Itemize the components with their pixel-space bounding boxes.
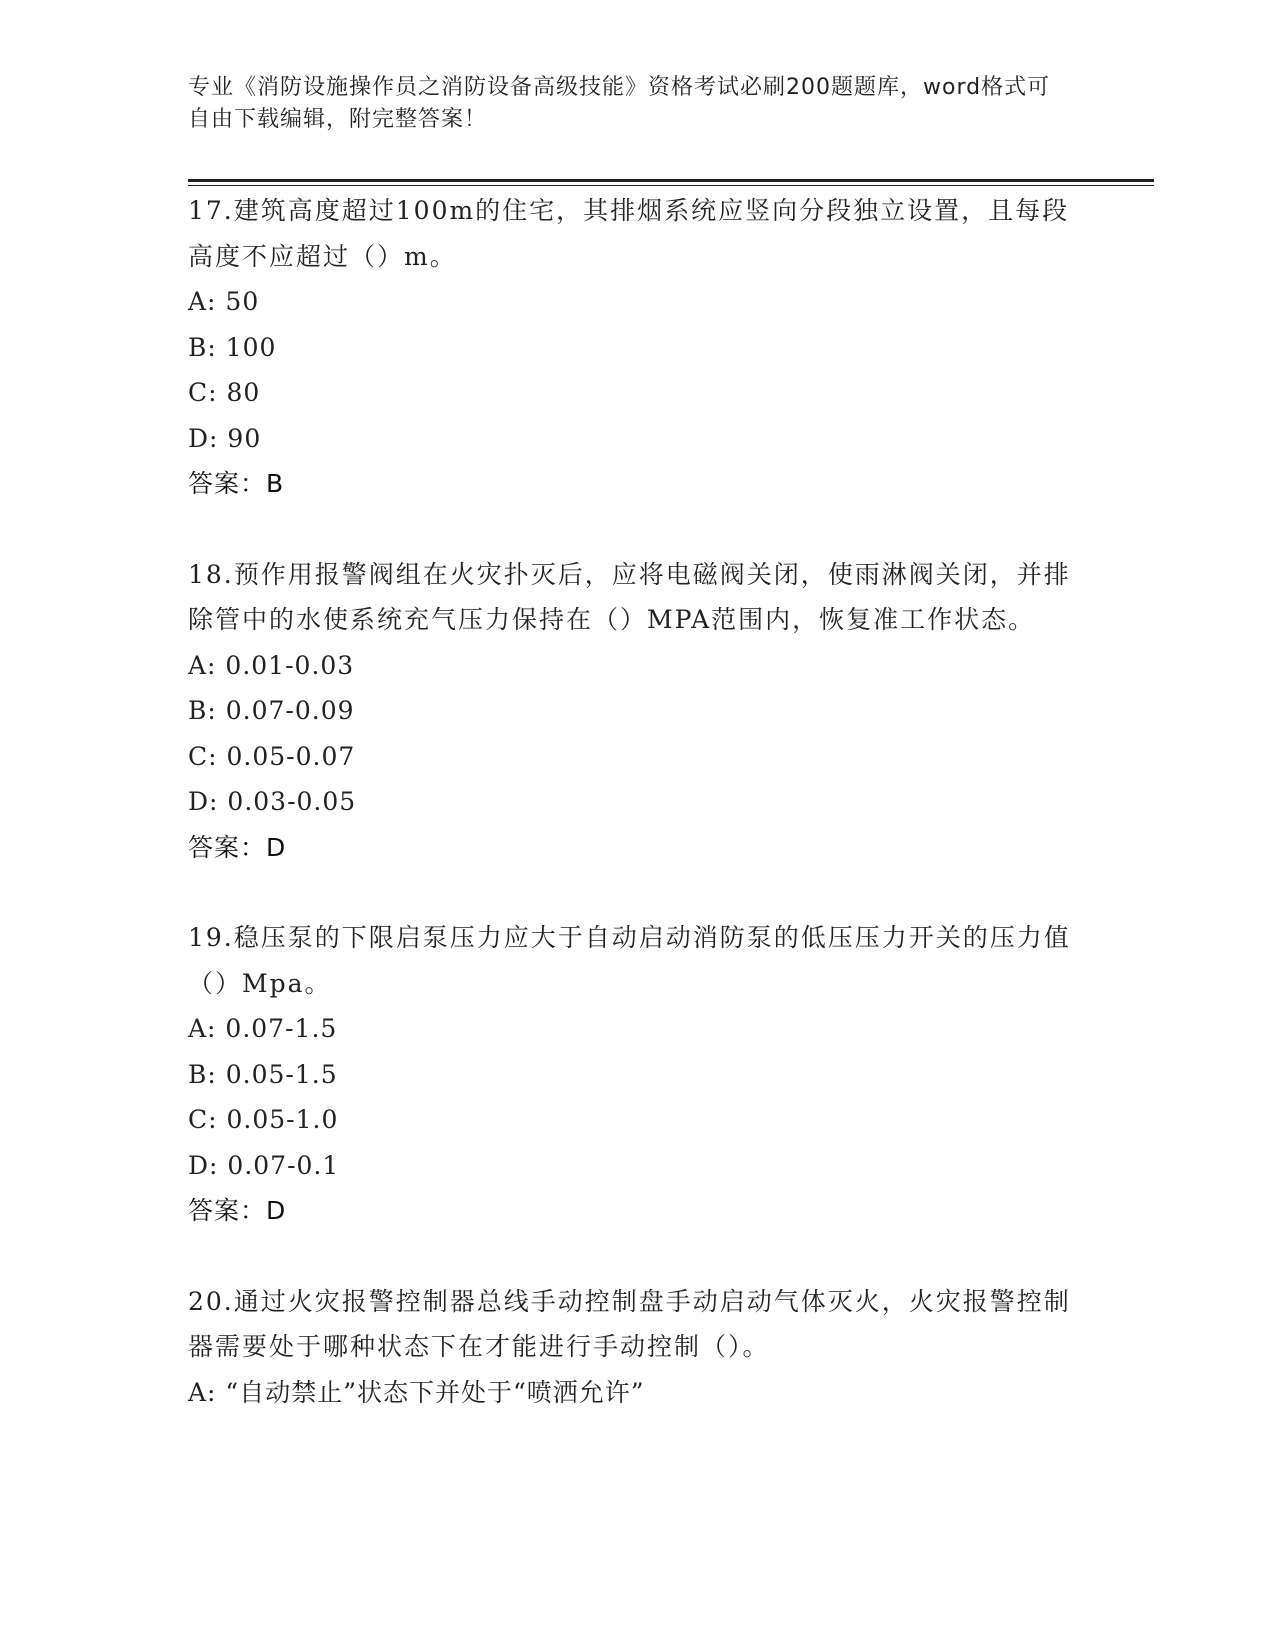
option-d: D: 90 [188,423,262,453]
question-stem: 20.通过火灾报警控制器总线手动控制盘手动启动气体灭火，火灾报警控制器需要处于哪种状态下在才能进行手动控制（）。 [188,1286,1071,1361]
question-stem: 18.预作用报警阀组在火灾扑灭后，应将电磁阀关闭，使雨淋阀关闭，并排除管中的水使系统充气压力保持在（）MPA范围内，恢复准工作状态。 [188,559,1071,634]
answer: 答案：B [188,469,285,498]
option-b: B: 0.05-1.5 [188,1059,338,1089]
option-d: D: 0.07-0.1 [188,1150,340,1180]
option-b: B: 100 [188,332,277,362]
answer: 答案：D [188,1196,287,1225]
question-stem: 17.建筑高度超过100m的住宅，其排烟系统应竖向分段独立设置，且每段高度不应超过（）m。 [188,196,1070,271]
question-stem: 19.稳压泵的下限启泵压力应大于自动启动消防泵的低压压力开关的压力值（）Mpa。 [188,923,1071,998]
question-18 [188,552,1088,871]
option-a: A: “自动禁止”状态下并处于“喷洒允许” [188,1377,645,1407]
header-rule-thick [188,179,1154,182]
question-17 [188,188,1088,507]
option-c: C: 0.05-1.0 [188,1105,339,1134]
question-list [188,188,1088,1415]
option-c: C: 80 [188,378,261,407]
option-a: A: 50 [188,287,260,316]
question-20 [188,1279,1088,1416]
option-d: D: 0.03-0.05 [188,787,357,816]
option-c: C: 0.05-0.07 [188,741,356,771]
option-a: A: 0.01-0.03 [188,650,355,680]
answer: 答案：D [188,832,287,862]
option-b: B: 0.07-0.09 [188,696,355,725]
document-header: 专业《消防设施操作员之消防设备高级技能》资格考试必刷200题题库，word格式可自由下载编辑，附完整答案！ [188,75,1051,132]
header-rule-thin [188,185,1154,186]
question-19 [188,915,1088,1234]
option-a: A: 0.07-1.5 [188,1014,338,1043]
